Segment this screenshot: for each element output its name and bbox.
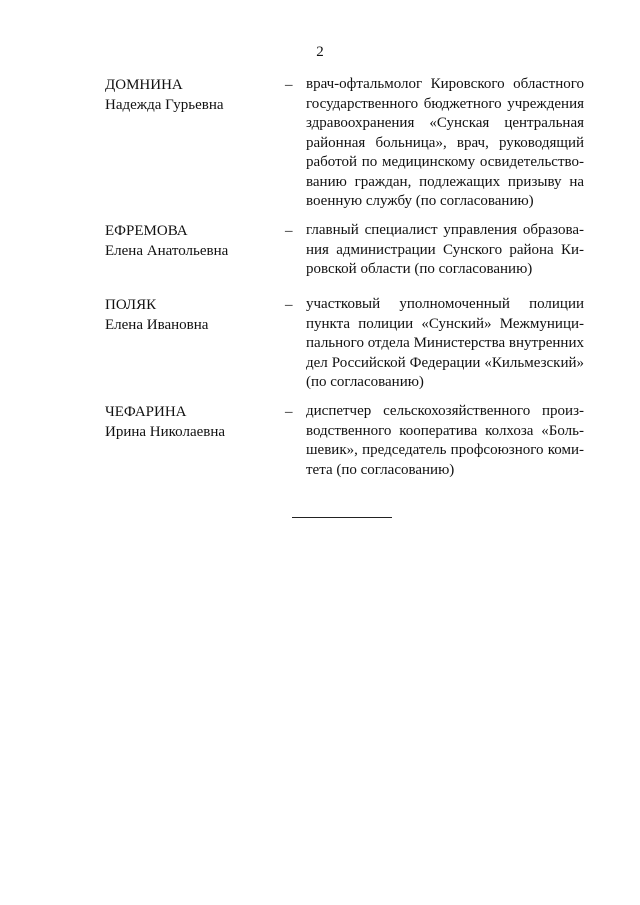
position-line: военную службу (по согласованию) <box>306 193 534 209</box>
member-position <box>306 75 584 212</box>
position-line: районная больница», врач, руководящий <box>306 134 584 151</box>
dash-separator: – <box>285 404 293 420</box>
position-line: ванию граждан, подлежащих призыву на <box>306 173 584 190</box>
member-position <box>306 221 584 280</box>
dash-separator: – <box>285 297 293 313</box>
position-line: тета (по согласованию) <box>306 461 455 478</box>
position-line: водственного кооператива колхоза «Боль- <box>306 422 584 439</box>
member-surname: ЕФРЕМОВА <box>105 223 188 239</box>
member-given-names: Надежда Гурьевна <box>105 97 224 113</box>
position-line: (по согласованию) <box>306 374 424 390</box>
end-divider-line <box>292 517 392 518</box>
member-name <box>105 295 275 335</box>
member-given-names: Елена Анатольевна <box>105 243 229 259</box>
member-position <box>306 402 584 480</box>
member-surname: ЧЕФАРИНА <box>105 404 187 420</box>
member-given-names: Ирина Николаевна <box>105 424 226 440</box>
member-position <box>306 295 584 393</box>
position-line: пального отдела Министерства внутренних <box>306 335 584 351</box>
member-name <box>105 221 275 261</box>
member-given-names: Елена Ивановна <box>105 317 209 333</box>
dash-separator: – <box>285 77 293 93</box>
member-name <box>105 402 275 442</box>
position-line: государственного бюджетного учреждения <box>306 95 584 112</box>
member-surname: ДОМНИНА <box>105 77 183 93</box>
position-line: дел Российской Федерации «Кильмезский» <box>306 354 584 371</box>
member-surname: ПОЛЯК <box>105 297 157 313</box>
position-line: диспетчер сельскохозяйственного произ- <box>306 403 584 419</box>
position-line: ровской области (по согласованию) <box>306 261 533 277</box>
page-number: 2 <box>316 44 324 60</box>
position-line: работой по медицинскому освидетельство- <box>306 154 584 170</box>
position-line: ния администрации Сунского района Ки- <box>306 241 584 258</box>
position-line: здравоохранения «Сунская центральная <box>306 115 584 131</box>
position-line: пункта полиции «Сунский» Межмуници- <box>306 315 584 332</box>
position-line: шевик», председатель профсоюзного коми- <box>306 442 584 458</box>
position-line: участковый уполномоченный полиции <box>306 296 584 312</box>
dash-separator: – <box>285 223 293 239</box>
position-line: главный специалист управления образова- <box>306 222 584 238</box>
position-line: врач-офтальмолог Кировского областного <box>306 76 584 92</box>
member-name <box>105 75 275 115</box>
